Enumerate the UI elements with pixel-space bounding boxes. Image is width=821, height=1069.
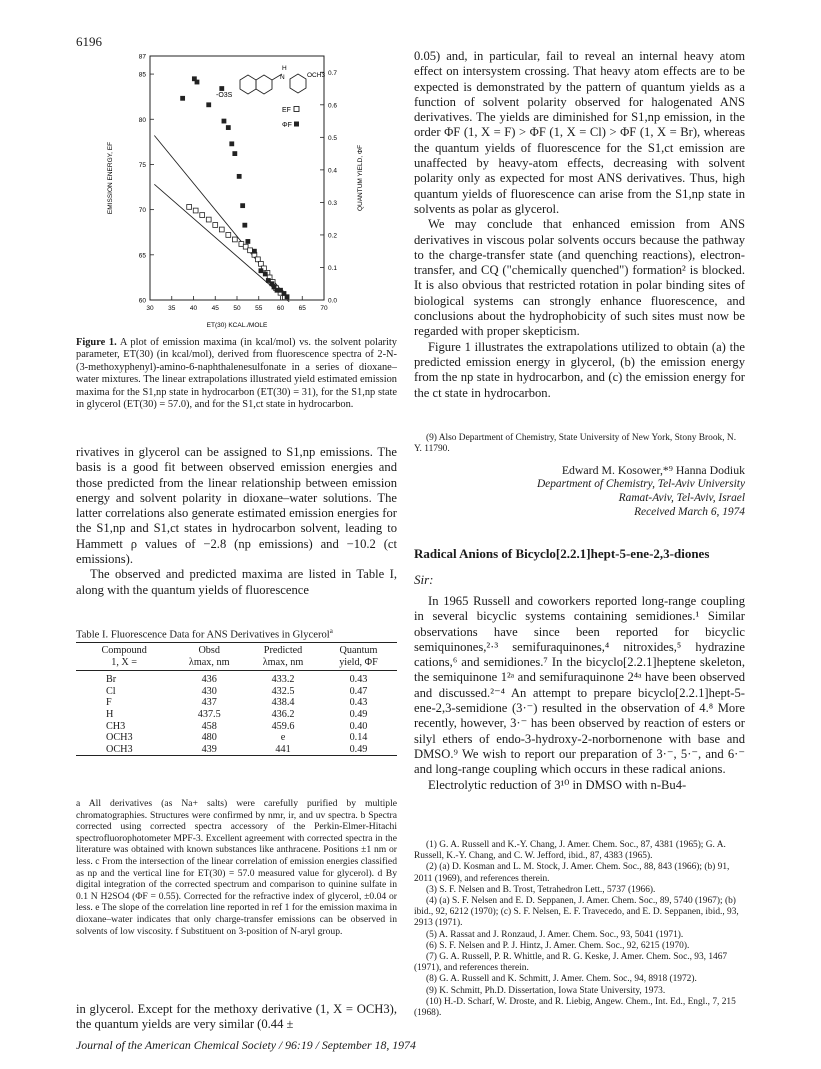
- reference-item: (9) K. Schmitt, Ph.D. Dissertation, Iowa State University, 1973.: [426, 985, 666, 996]
- table-cell: 437.5: [197, 708, 221, 720]
- left-column-text: [76, 445, 397, 598]
- axes: [139, 54, 338, 313]
- reference-item: (8) G. A. Russell and K. Schmitt, J. Amer. Chem. Soc., 94, 8918 (1972).: [426, 974, 697, 985]
- received-date: Received March 6, 1974: [634, 506, 745, 518]
- affiliation-1: Department of Chemistry, Tel-Aviv University: [536, 478, 745, 490]
- table-cell: 432.5: [271, 685, 295, 697]
- data-point-ef: [226, 233, 231, 238]
- table-cell: 458: [201, 720, 217, 732]
- reference-item: (2) (a) D. Kosman and L. M. Stock, J. Amer. Chem. Soc., 88, 843 (1966); (b) 91, 2011 (1969), and references therein.: [414, 862, 730, 884]
- right-para-5: Electrolytic reduction of 3¹⁰ in DMSO with n-Bu4-: [428, 777, 687, 792]
- data-point-ef: [200, 213, 205, 218]
- table-row: [76, 744, 397, 756]
- y-tick-label-right: 0.7: [328, 69, 338, 77]
- data-point-phif: [206, 102, 211, 107]
- data-point-phif: [263, 272, 268, 277]
- reference-item: (3) S. F. Nelsen and B. Trost, Tetrahedron Lett., 5737 (1966).: [426, 884, 656, 895]
- caption-text: A plot of emission maxima (in kcal/mol) vs. the solvent polarity parameter, ET(30) (in kcal/mol), derived from fluorescence spectra of 2-N-(3-methoxyphenyl)-amino-6-naphthalenesulfonate in a series of dioxane–water mixtures. The linear extrapolations illustrated yield estimated emission maxima for the S1,np state in hydrocarbon (ET(30) = 31), for the S1,np state in glycerol (ET(30) = 57.0), and for the S1,ct state in hydrocarbon.: [76, 337, 397, 411]
- reference-item: (5) A. Rassat and J. Ronzaud, J. Amer. Chem. Soc., 93, 5041 (1971).: [426, 929, 684, 940]
- legend-label-ef: EF: [282, 107, 291, 114]
- legend-marker-open-square: [294, 107, 299, 112]
- y-tick-label-right: 0.2: [328, 232, 338, 240]
- table-row: [76, 671, 397, 686]
- right-para-3: Figure 1 illustrates the extrapolations utilized to obtain (a) the predicted emission energy in glycerol, (b) the emission energy from the np state in hydrocarbon, and (c) the emission energy for the ct state in hydrocarbon.: [414, 339, 745, 400]
- x-tick-label: 40: [189, 305, 198, 312]
- right-para-1: 0.05) and, in particular, fail to reveal an internal heavy atom effect on intersystem crossing. That heavy atom effects are to be expected is demonstrated by the pattern of quantum yields as a function of solvent polarity observed for halogenated ANS derivatives. The yields are diminished for S1,np emission, in the order ΦF (1, X = F) > ΦF (1, X = Cl) > ΦF (1, X = Br), whereas the quantum yields of fluorescence for the S1,ct emission are unaffected by heavy-atom effects, decreasing with solvent polarity only as expected for most ANS derivatives. Thus, high quantum yields of fluorescence can arise from the S1,np state in solvents as polar as glycerol.: [414, 49, 745, 216]
- journal-footer: Journal of the American Chemical Society / 96:19 / September 18, 1974: [76, 1038, 416, 1052]
- table-title: [76, 627, 397, 641]
- table-cell: e: [280, 732, 286, 744]
- reference-item: (1) G. A. Russell and K.-Y. Chang, J. Amer. Chem. Soc., 87, 4381 (1965); G. A. Russell, K.-Y. Chang, and C. W. Jefford, ibid., 87, 4383 (1965).: [414, 840, 726, 862]
- y-tick-label-right: 0.4: [328, 167, 338, 175]
- x-tick-label: 35: [168, 305, 176, 312]
- table-cell: 437: [201, 697, 217, 709]
- authors: Edward M. Kosower,*⁹ Hanna Dodiuk: [561, 463, 745, 477]
- data-point-ef: [193, 208, 198, 213]
- table-row: [76, 709, 397, 721]
- data-point-phif: [195, 80, 200, 85]
- y-axis-label-left: EMISSION ENERGY, EF: [107, 141, 114, 215]
- data-point-phif: [222, 119, 227, 124]
- data-point-phif: [226, 125, 231, 130]
- y-axis-label-right: QUANTUM YIELD, ΦF: [357, 144, 364, 212]
- reference-item: (10) H.-D. Scharf, W. Droste, and R. Liebig, Angew. Chem., Int. Ed., Engl., 7, 215 (1968).: [414, 996, 736, 1019]
- table-cell: CH3: [106, 720, 126, 732]
- data-point-phif: [232, 151, 237, 156]
- table-title-text: Table I. Fluorescence Data for ANS Derivatives in Glycerol: [76, 629, 330, 641]
- x-tick-label: 60: [276, 305, 285, 312]
- caption-label: Figure 1.: [76, 337, 117, 348]
- table-cell: 0.43: [349, 674, 368, 686]
- table-cell: 436: [201, 674, 217, 686]
- table-title-sup: a: [329, 627, 333, 635]
- data-point-phif: [245, 239, 250, 244]
- y-tick-label-left: 87: [138, 53, 146, 61]
- x-tick-label: 70: [320, 305, 328, 312]
- x-tick-label: 45: [211, 305, 219, 312]
- reference-item: (4) (a) S. F. Nelsen and E. D. Seppanen, J. Amer. Chem. Soc., 89, 5740 (1967); (b) ibid., 92, 6212 (1970); (c) S. F. Nelsen, E. F. Travecedo, and E. D. Seppanen, ibid., 93, 2913 (1971).: [414, 896, 739, 929]
- col-header-obsd: Obsd λmax, nm: [188, 645, 230, 668]
- y-tick-label-right: 0.5: [328, 134, 338, 142]
- data-point-phif: [219, 86, 224, 91]
- data-point-ef: [187, 205, 192, 210]
- left-bottom-text: in glycerol. Except for the methoxy derivative (1, X = OCH3), the quantum yields are very similar (0.44 ±: [76, 1002, 397, 1032]
- y-tick-label-right: 0.6: [328, 102, 338, 110]
- y-tick-label-left: 75: [138, 161, 146, 169]
- data-point-ef: [206, 217, 211, 222]
- left-para-1: rivatives in glycerol can be assigned to S1,np emissions. The basis is a good fit between observed emission energies and those predicted from the linear relationship between emission energy and solvent polarity in dioxane–water solutions. The latter correlations also generate estimated emission energies for the S1,np and S1,ct states in hydrocarbon solvent, leading to Hammett ρ values of −2.8 (np emissions) and −10.2 (ct emissions).: [76, 445, 397, 567]
- col-header-predicted: Predicted λmax, nm: [262, 645, 304, 668]
- legend-marker-filled-square: [294, 122, 299, 127]
- col-header-compound: Compound 1, X =: [101, 645, 147, 668]
- data-point-ef: [255, 257, 260, 262]
- table-1: [76, 642, 397, 756]
- y-tick-label-right: 0.3: [328, 199, 338, 207]
- reference-item: (6) S. F. Nelsen and P. J. Hintz, J. Amer. Chem. Soc., 92, 6215 (1970).: [426, 940, 690, 951]
- table-cell: H: [106, 708, 114, 720]
- data-point-phif: [285, 294, 290, 299]
- right-para-4: In 1965 Russell and coworkers reported long-range coupling in several bicyclic systems containing semidiones.¹ Similar observations have since been reported for bicyclic semiquinones,²·³ semifuraquinones,⁴ nitroxides,⁵ hydrazine cations,⁶ and semidiones.⁷ In the bicyclo[2.2.1]heptene skeleton, the semiquinone 1²ᵃ and semifuraquinone 2⁴ᵃ have been observed and discussed.²⁻⁴ An attempt to prepare bicyclo[2.2.1]hept-5-ene-2,3-semidione (3·⁻) resulted in the observation of 4.⁸ More recently, however, 3·⁻ has been observed by reaction of esters or silyl ethers of endo-3-hydroxy-2-norbornenone with base and DMSO.⁹ We wish to report our preparation of 3·⁻, 5·⁻, and 6·⁻ and long-range coupling which occurs in these radical anions.: [414, 594, 745, 777]
- structure-label-sulfonate: -O3S: [216, 92, 233, 99]
- chemical-structure: [240, 74, 306, 94]
- data-point-phif: [240, 203, 245, 208]
- table-cell: 0.49: [349, 708, 368, 720]
- table-footnotes: a All derivatives (as Na+ salts) were carefully purified by multiple chromatographies. Structures were confirmed by nmr, ir, and uv spectra. b Spectra corrected using corrected spectra accessory of the Perkin-Elmer-Hitachi spectrofluorophotometer MPF-3. Excellent agreement with corrected spectra in the literature was obtained with known substances like anthracene. Positions ±1 nm or less. c From the intersection of the linear correlation of emission energies classified as np and the vertical line for ET(30) = 57.0 measured value for glycerol). d By digital integration of the corrected spectrum and comparison to quinine sulfate in 0.1 N H2SO4 (ΦF = 0.55). Corrected for the refractive index of glycerol, ±0.04 or less. e The slope of the correlation line reported in ref 1 for the emission maxima in dioxane–water indicates that only charge-transfer emissions can be observed in solvents of low viscosity. f Substituent on 3-position of N-aryl group.: [76, 798, 397, 937]
- affiliation-2: Ramat-Aviv, Tel-Aviv, Israel: [618, 492, 745, 504]
- table-cell: 0.47: [349, 685, 368, 697]
- x-axis-label: ET(30) KCAL./MOLE: [206, 322, 268, 329]
- figure-1: [100, 44, 400, 334]
- table-row: [76, 721, 397, 733]
- structure-label-och3: OCH3: [307, 72, 326, 79]
- x-tick-label: 30: [146, 305, 154, 312]
- references: [414, 840, 745, 1019]
- legend-label-phif: ΦF: [282, 122, 292, 129]
- data-point-phif: [242, 223, 247, 228]
- data-point-phif: [237, 174, 242, 179]
- table-cell: 0.40: [349, 720, 368, 732]
- data-point-ef: [219, 227, 224, 232]
- x-tick-label: 50: [233, 305, 241, 312]
- table-cell: 441: [275, 743, 291, 755]
- author-block: [414, 463, 745, 519]
- y-tick-label-left: 70: [138, 207, 146, 215]
- figure-caption: [76, 337, 397, 411]
- data-point-ef: [248, 248, 253, 253]
- structure-label-h: H: [282, 65, 287, 72]
- table-cell: 0.49: [349, 743, 368, 755]
- salutation: Sir:: [414, 572, 434, 587]
- data-point-phif: [259, 268, 264, 273]
- table-cell: OCH3: [106, 743, 133, 755]
- table-row: [76, 686, 397, 698]
- data-marks: [180, 76, 289, 299]
- col-header-quantum: Quantum yield, ΦF: [339, 645, 378, 668]
- table-cell: 0.43: [349, 697, 368, 709]
- y-tick-label-left: 60: [138, 297, 146, 305]
- table-cell: 0.14: [349, 732, 368, 744]
- y-tick-label-right: 0.1: [328, 264, 338, 272]
- table-body: [76, 671, 397, 756]
- y-tick-label-left: 80: [138, 116, 146, 124]
- table-cell: Br: [106, 674, 117, 686]
- fit-line: [154, 184, 289, 301]
- table-cell: OCH3: [106, 732, 133, 744]
- article-heading: Radical Anions of Bicyclo[2.2.1]hept-5-ene-2,3-diones: [414, 546, 710, 561]
- table-cell: 439: [201, 743, 217, 755]
- figure-1-chart: [100, 44, 400, 334]
- y-tick-label-right: 0.0: [328, 297, 338, 305]
- reference-item: (7) G. A. Russell, P. R. Whittle, and R. G. Keske, J. Amer. Chem. Soc., 93, 1467 (1971), and references therein.: [414, 952, 728, 974]
- table-cell: 433.2: [271, 674, 295, 686]
- footnote-9: (9) Also Department of Chemistry, State University of New York, Stony Brook, N. Y. 11790.: [414, 433, 737, 455]
- data-point-phif: [229, 141, 234, 146]
- x-tick-label: 55: [255, 305, 263, 312]
- data-point-ef: [259, 261, 264, 266]
- data-point-phif: [252, 249, 257, 254]
- right-column-text-2: [414, 594, 745, 793]
- page-number: 6196: [76, 34, 102, 49]
- table-1-grid: [76, 643, 397, 755]
- structure-label-n: N: [280, 74, 285, 81]
- data-point-ef: [232, 237, 237, 242]
- table-cell: 480: [201, 732, 217, 744]
- table-cell: 459.6: [271, 720, 295, 732]
- table-cell: 438.4: [271, 697, 295, 709]
- left-para-2: The observed and predicted maxima are listed in Table I, along with the quantum yields of fluorescence: [76, 567, 397, 597]
- table-cell: 430: [201, 685, 217, 697]
- table-cell: Cl: [106, 685, 116, 697]
- data-point-ef: [213, 223, 218, 228]
- table-cell: 436.2: [271, 708, 295, 720]
- table-row: [76, 732, 397, 744]
- y-tick-label-left: 65: [138, 252, 146, 260]
- right-column-text: [414, 49, 745, 401]
- table-cell: F: [106, 697, 112, 709]
- data-point-phif: [180, 96, 185, 101]
- y-tick-label-left: 85: [138, 71, 146, 79]
- x-tick-label: 65: [298, 305, 306, 312]
- right-para-2: We may conclude that enhanced emission from ANS derivatives in viscous polar solvents occurs because the pathway to the charge-transfer state (and quenching reactions), electron-transfer, and CQ ("chemically quenched") formation² is blocked. It is also obvious that restricted rotation in polar binding sites of biological systems can strongly enhance fluorescence, and conclusions about the hydrophobicity of such sites must now be regarded with proper skepticism.: [414, 217, 745, 339]
- table-row: [76, 697, 397, 709]
